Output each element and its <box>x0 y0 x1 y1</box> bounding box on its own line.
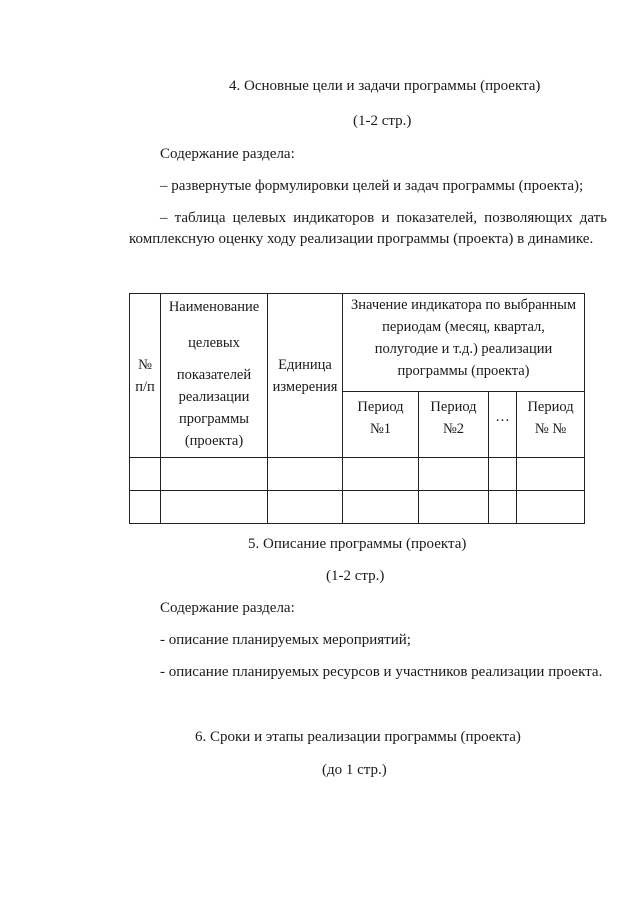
table-cell <box>489 458 517 491</box>
period-1-number: №1 <box>369 421 392 437</box>
header-period-2 <box>419 392 489 458</box>
header-values <box>343 294 585 392</box>
period-ellipsis: … <box>495 409 510 425</box>
header-period-ellipsis <box>489 392 517 458</box>
header-period-1 <box>343 392 419 458</box>
header-num-l1: № <box>138 356 152 373</box>
table-cell <box>161 491 268 524</box>
section5-item1: - описание планируемых мероприятий; <box>160 632 411 648</box>
section6-pages: (до 1 стр.) <box>322 762 387 778</box>
header-name-l2: целевых <box>188 335 240 351</box>
section5-pages: (1-2 стр.) <box>326 568 385 584</box>
header-name-l3: показателей <box>176 367 252 383</box>
section5-content-label: Содержание раздела: <box>160 600 295 616</box>
table-cell <box>343 458 419 491</box>
table-cell <box>130 458 161 491</box>
period-2-label: Период <box>430 399 477 415</box>
section4-heading: 4. Основные цели и задачи программы (проекта) <box>229 78 541 94</box>
period-2-number: №2 <box>442 421 465 437</box>
table-cell <box>517 491 585 524</box>
indicators-table <box>129 293 585 524</box>
header-num-l2: п/п <box>135 378 155 395</box>
table-cell <box>268 458 343 491</box>
header-name-l6: (проекта) <box>184 433 244 449</box>
header-values-l4: программы (проекта) <box>397 363 530 379</box>
table-cell <box>419 458 489 491</box>
table-row <box>130 458 585 491</box>
header-unit-l1: Единица <box>278 356 332 373</box>
table-cell <box>517 458 585 491</box>
header-num <box>130 294 161 458</box>
table-cell <box>489 491 517 524</box>
table-cell <box>161 458 268 491</box>
period-n-number: № № <box>534 421 567 437</box>
section5-item2: - описание планируемых ресурсов и участников реализации проекта. <box>160 664 603 680</box>
table-row <box>130 491 585 524</box>
table-cell <box>130 491 161 524</box>
table-cell <box>268 491 343 524</box>
table-cell <box>343 491 419 524</box>
section4-item1: – развернутые формулировки целей и задач программы (проекта); <box>160 178 584 194</box>
header-values-l2: периодам (месяц, квартал, <box>382 319 545 335</box>
header-unit-l2: измерения <box>272 378 338 395</box>
section4-item2-line1: – таблица целевых индикаторов и показателей, позволяющих дать <box>160 210 607 226</box>
section4-pages: (1-2 стр.) <box>353 113 412 129</box>
section5-heading: 5. Описание программы (проекта) <box>248 536 467 552</box>
section4-content-label: Содержание раздела: <box>160 146 295 162</box>
section6-heading: 6. Сроки и этапы реализации программы (проекта) <box>195 729 521 745</box>
period-n-label: Период <box>527 399 574 415</box>
header-values-l1: Значение индикатора по выбранным <box>350 297 577 313</box>
header-values-l3: полугодие и т.д.) реализации <box>374 341 553 357</box>
header-name-l4: реализации <box>178 389 250 405</box>
period-1-label: Период <box>357 399 404 415</box>
header-name <box>161 294 268 458</box>
header-period-n <box>517 392 585 458</box>
section4-item2-line2: комплексную оценку ходу реализации программы (проекта) в динамике. <box>129 231 594 247</box>
header-unit <box>268 294 343 458</box>
header-name-l5: программы <box>179 411 249 427</box>
table-cell <box>419 491 489 524</box>
header-name-l1: Наименование <box>168 299 260 315</box>
